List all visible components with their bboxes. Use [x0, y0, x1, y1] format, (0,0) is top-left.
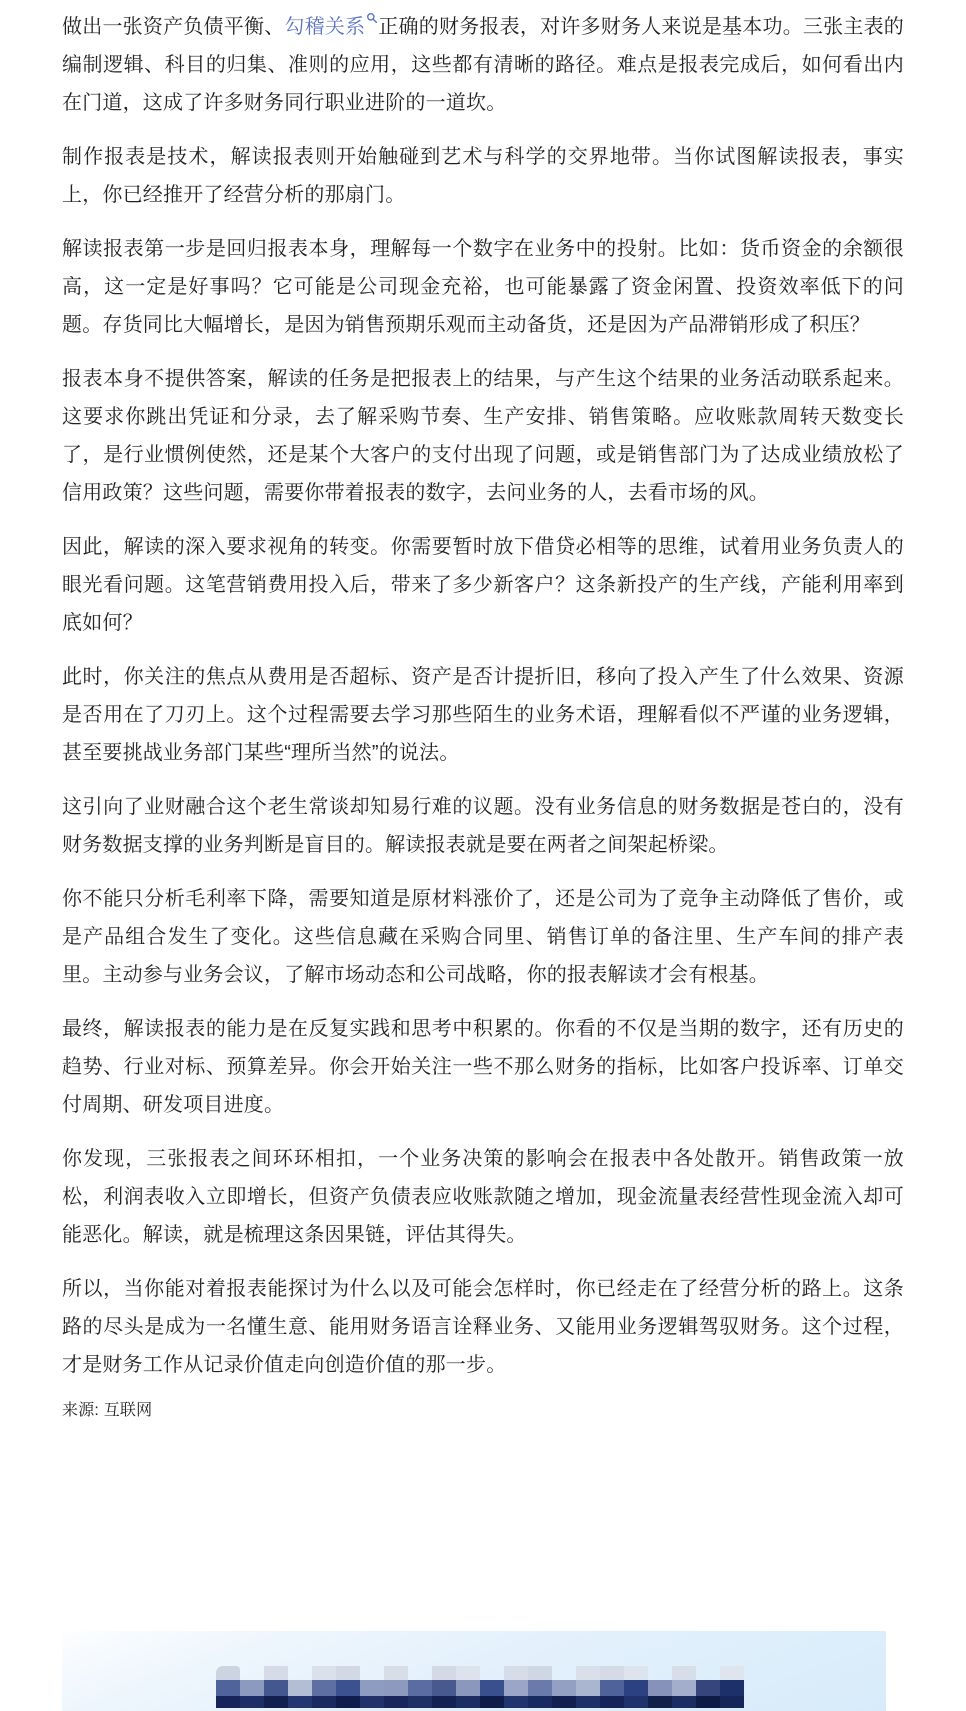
- mosaic-cell: [696, 1696, 720, 1708]
- paragraph-8: 你不能只分析毛利率下降，需要知道是原材料涨价了，还是公司为了竞争主动降低了售价，或是产品组合发生了变化。这些信息藏在采购合同里、销售订单的备注里、生产车间的排产表里。主动参与业务会议，了解市场动态和公司战略，你的报表解读才会有根基。: [62, 888, 904, 986]
- entity-link[interactable]: [284, 16, 378, 38]
- paragraph-text: 正确的财务报表，对许多财务人来说是基本功。三张主表的编制逻辑、科目的归集、准则的应用，这些都有清晰的路径。难点是报表完成后，如何看出内在门道，这成了许多财务同行职业进阶的一道坎。: [62, 16, 905, 114]
- mosaic-cell: [288, 1680, 312, 1696]
- mosaic-cell: [600, 1696, 624, 1708]
- article-image[interactable]: [62, 1631, 886, 1711]
- mosaic-cell: [624, 1666, 648, 1680]
- mosaic-cell: [288, 1696, 312, 1708]
- blurred-title-mosaic: [216, 1666, 744, 1708]
- mosaic-cell: [504, 1666, 528, 1680]
- entity-link-label: 勾稽关系: [284, 16, 366, 38]
- mosaic-cell: [720, 1696, 744, 1708]
- mosaic-row-mid: [216, 1680, 744, 1696]
- mosaic-cell: [432, 1696, 456, 1708]
- mosaic-cell: [600, 1666, 624, 1680]
- mosaic-cell: [432, 1680, 456, 1696]
- mosaic-cell: [456, 1666, 480, 1680]
- paragraph-1: [62, 8, 904, 122]
- mosaic-cell: [696, 1666, 720, 1680]
- paragraph-7: 这引向了业财融合这个老生常谈却知易行难的议题。没有业务信息的财务数据是苍白的，没有财务数据支撑的业务判断是盲目的。解读报表就是要在两者之间架起桥梁。: [62, 796, 904, 856]
- mosaic-cell: [480, 1696, 504, 1708]
- mosaic-cell: [264, 1666, 288, 1680]
- mosaic-cell: [480, 1666, 504, 1680]
- mosaic-cell: [216, 1666, 240, 1680]
- mosaic-cell: [576, 1666, 600, 1680]
- mosaic-cell: [336, 1696, 360, 1708]
- mosaic-cell: [216, 1696, 240, 1708]
- paragraph-2: 制作报表是技术，解读报表则开始触碰到艺术与科学的交界地带。当你试图解读报表，事实上，你已经推开了经营分析的那扇门。: [62, 146, 904, 206]
- mosaic-cell: [696, 1680, 720, 1696]
- mosaic-cell: [672, 1696, 696, 1708]
- mosaic-cell: [264, 1696, 288, 1708]
- mosaic-cell: [624, 1680, 648, 1696]
- paragraph-text: 做出一张资产负债平衡、: [62, 16, 285, 38]
- mosaic-cell: [336, 1666, 360, 1680]
- mosaic-cell: [552, 1696, 576, 1708]
- mosaic-cell: [552, 1680, 576, 1696]
- mosaic-cell: [528, 1680, 552, 1696]
- paragraph-6: 此时，你关注的焦点从费用是否超标、资产是否计提折旧，移向了投入产生了什么效果、资源是否用在了刀刃上。这个过程需要去学习那些陌生的业务术语，理解看似不严谨的业务逻辑，甚至要挑战业务部门某些“理所当然”的说法。: [62, 666, 904, 764]
- mosaic-cell: [384, 1696, 408, 1708]
- paragraph-4: 报表本身不提供答案，解读的任务是把报表上的结果，与产生这个结果的业务活动联系起来。这要求你跳出凭证和分录，去了解采购节奏、生产安排、销售策略。应收账款周转天数变长了，是行业惯例使然，还是某个大客户的支付出现了问题，或是销售部门为了达成业绩放松了信用政策？这些问题，需要你带着报表的数字，去问业务的人，去看市场的风。: [62, 368, 904, 504]
- mosaic-cell: [360, 1680, 384, 1696]
- mosaic-cell: [240, 1666, 264, 1680]
- paragraph-5: 因此，解读的深入要求视角的转变。你需要暂时放下借贷必相等的思维，试着用业务负责人的眼光看问题。这笔营销费用投入后，带来了多少新客户？这条新投产的生产线，产能利用率到底如何？: [62, 536, 904, 634]
- mosaic-cell: [312, 1680, 336, 1696]
- mosaic-cell: [240, 1696, 264, 1708]
- mosaic-cell: [240, 1680, 264, 1696]
- mosaic-cell: [480, 1680, 504, 1696]
- mosaic-cell: [648, 1696, 672, 1708]
- mosaic-cell: [384, 1680, 408, 1696]
- mosaic-cell: [672, 1680, 696, 1696]
- paragraph-10: 你发现，三张报表之间环环相扣，一个业务决策的影响会在报表中各处散开。销售政策一放松，利润表收入立即增长，但资产负债表应收账款随之增加，现金流量表经营性现金流入却可能恶化。解读，就是梳理这条因果链，评估其得失。: [62, 1148, 904, 1246]
- mosaic-cell: [576, 1680, 600, 1696]
- mosaic-cell: [504, 1696, 528, 1708]
- mosaic-row-light: [216, 1666, 744, 1680]
- mosaic-cell: [720, 1666, 744, 1680]
- mosaic-cell: [576, 1696, 600, 1708]
- mosaic-cell: [528, 1666, 552, 1680]
- mosaic-cell: [624, 1696, 648, 1708]
- mosaic-cell: [360, 1666, 384, 1680]
- mosaic-cell: [312, 1666, 336, 1680]
- mosaic-cell: [552, 1666, 576, 1680]
- mosaic-cell: [216, 1680, 240, 1696]
- mosaic-cell: [456, 1696, 480, 1708]
- mosaic-cell: [432, 1666, 456, 1680]
- mosaic-cell: [288, 1666, 312, 1680]
- mosaic-cell: [648, 1666, 672, 1680]
- mosaic-cell: [648, 1680, 672, 1696]
- mosaic-cell: [720, 1680, 744, 1696]
- mosaic-cell: [408, 1696, 432, 1708]
- mosaic-row-dark: [216, 1696, 744, 1708]
- mosaic-cell: [504, 1680, 528, 1696]
- paragraph-3: 解读报表第一步是回归报表本身，理解每一个数字在业务中的投射。比如：货币资金的余额很高，这一定是好事吗？它可能是公司现金充裕，也可能暴露了资金闲置、投资效率低下的问题。存货同比大幅增长，是因为销售预期乐观而主动备货，还是因为产品滞销形成了积压？: [62, 238, 904, 336]
- mosaic-cell: [360, 1696, 384, 1708]
- mosaic-cell: [672, 1666, 696, 1680]
- mosaic-cell: [384, 1666, 408, 1680]
- mosaic-cell: [312, 1696, 336, 1708]
- mosaic-cell: [408, 1680, 432, 1696]
- search-icon: [366, 12, 378, 24]
- paragraph-11: 所以，当你能对着报表能探讨为什么以及可能会怎样时，你已经走在了经营分析的路上。这条路的尽头是成为一名懂生意、能用财务语言诠释业务、又能用业务逻辑驾驭财务。这个过程，才是财务工作从记录价值走向创造价值的那一步。: [62, 1278, 904, 1376]
- mosaic-cell: [264, 1680, 288, 1696]
- mosaic-cell: [408, 1666, 432, 1680]
- mosaic-cell: [456, 1680, 480, 1696]
- paragraph-9: 最终，解读报表的能力是在反复实践和思考中积累的。你看的不仅是当期的数字，还有历史的趋势、行业对标、预算差异。你会开始关注一些不那么财务的指标，比如客户投诉率、订单交付周期、研发项目进度。: [62, 1018, 904, 1116]
- mosaic-cell: [600, 1680, 624, 1696]
- mosaic-cell: [336, 1680, 360, 1696]
- source-line: 来源: 互联网: [62, 1402, 153, 1419]
- mosaic-cell: [528, 1696, 552, 1708]
